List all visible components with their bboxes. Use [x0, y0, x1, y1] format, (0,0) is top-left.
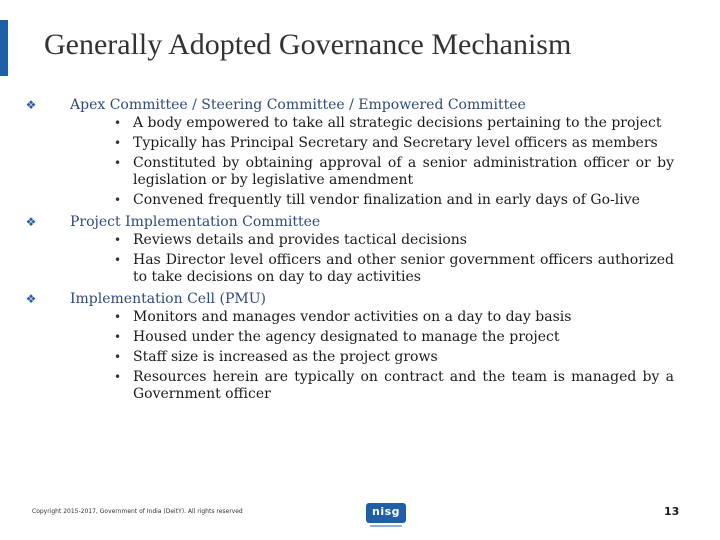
list-item: • Monitors and manages vendor activities on a day to day basis	[114, 309, 572, 325]
title-accent-bar	[0, 20, 8, 76]
dot-bullet-icon: •	[114, 253, 122, 267]
bullet-list	[0, 309, 720, 403]
list-item: • Constituted by obtaining approval of a senior administration officer or by legislation or by legislative amendment	[114, 155, 674, 188]
diamond-bullet-icon: ❖	[25, 215, 37, 229]
list-item: • Typically has Principal Secretary and Secretary level officers as members	[114, 135, 658, 151]
section-heading-text: Project Implementation Committee	[70, 214, 321, 230]
list-item: • A body empowered to take all strategic decisions pertaining to the project	[114, 115, 662, 131]
list-item: • Has Director level officers and other senior government officers authorized to take decisions on day to day activities	[114, 252, 674, 285]
dot-bullet-icon: •	[114, 310, 122, 324]
section-heading-text: Apex Committee / Steering Committee / Empowered Committee	[70, 97, 526, 113]
bullet-list	[0, 232, 720, 286]
section-heading	[0, 212, 720, 232]
logo-underline	[370, 525, 402, 527]
list-item: • Reviews details and provides tactical decisions	[114, 232, 467, 248]
list-item: • Convened frequently till vendor finalization and in early days of Go-live	[114, 192, 640, 208]
section-apex-committee	[0, 95, 720, 209]
section-heading	[0, 95, 720, 115]
dot-bullet-icon: •	[114, 233, 122, 247]
list-item: • Staff size is increased as the project grows	[114, 349, 438, 365]
diamond-bullet-icon: ❖	[25, 292, 37, 306]
page-number: 13	[664, 505, 680, 518]
dot-bullet-icon: •	[114, 370, 122, 384]
dot-bullet-icon: •	[114, 136, 122, 150]
dot-bullet-icon: •	[114, 330, 122, 344]
dot-bullet-icon: •	[114, 350, 122, 364]
section-heading	[0, 289, 720, 309]
dot-bullet-icon: •	[114, 156, 122, 170]
section-project-implementation-committee	[0, 212, 720, 286]
bullet-list	[0, 115, 720, 209]
list-item: • Housed under the agency designated to manage the project	[114, 329, 560, 345]
slide-body	[0, 95, 720, 406]
dot-bullet-icon: •	[114, 193, 122, 207]
dot-bullet-icon: •	[114, 116, 122, 130]
footer-copyright: Copyright 2015-2017, Government of India (DeitY). All rights reserved	[32, 508, 243, 515]
list-item: • Resources herein are typically on contract and the team is managed by a Government officer	[114, 369, 674, 402]
nisg-logo: nisg	[366, 503, 406, 523]
section-heading-text: Implementation Cell (PMU)	[70, 291, 266, 307]
slide-title: Generally Adopted Governance Mechanism	[44, 28, 572, 61]
section-implementation-cell	[0, 289, 720, 403]
diamond-bullet-icon: ❖	[25, 98, 37, 112]
